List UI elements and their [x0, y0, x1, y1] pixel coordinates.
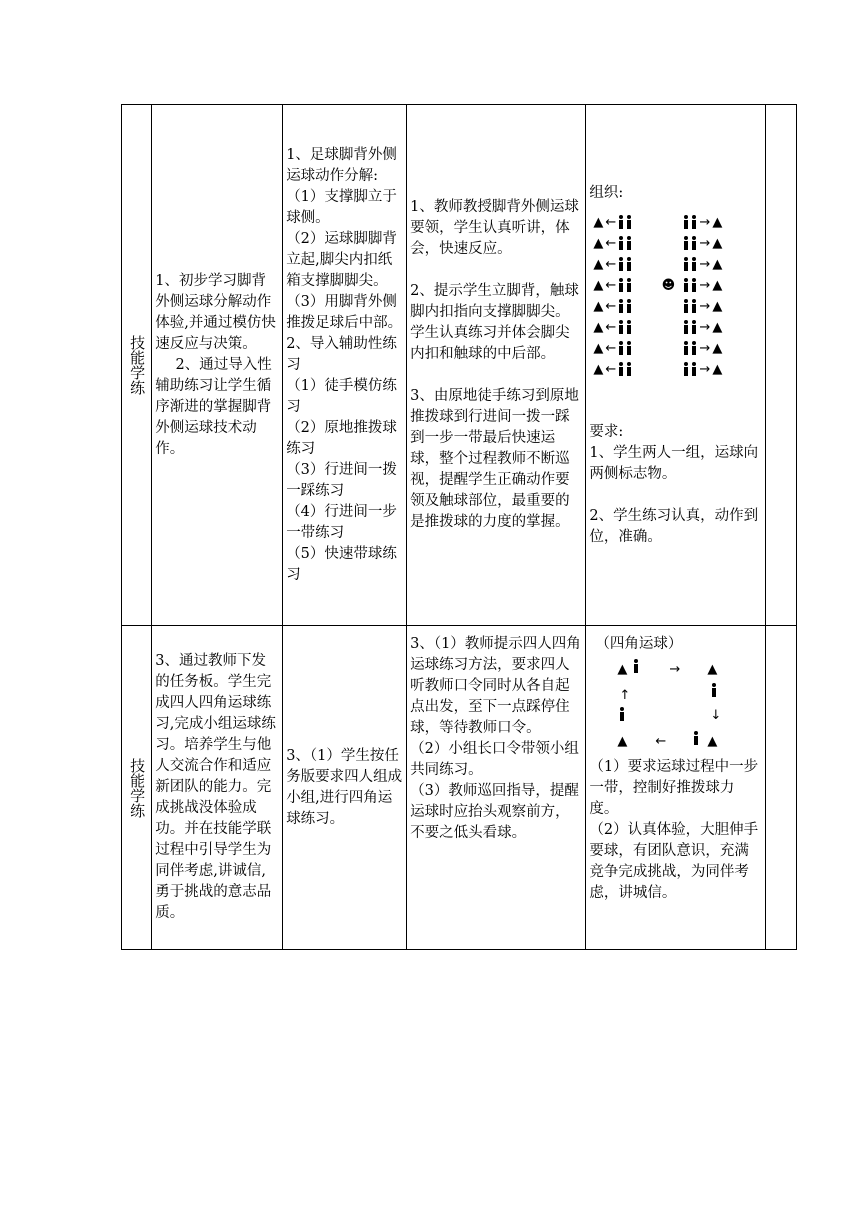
- teacher-text: （3）教师巡回指导，提醒运球时应抬头观察前方，不要之低头看球。: [410, 783, 579, 841]
- triangle-marker-icon: ▲: [712, 298, 723, 314]
- triangle-marker-icon: ▲: [712, 256, 723, 272]
- student-icon: [626, 215, 632, 229]
- requirement-text: 2、学生练习认真，动作到位，准确。: [589, 507, 759, 545]
- objectives-cell: [152, 626, 283, 950]
- objective-text: 1、初步学习脚背外侧运球分解动作体验,并通过模仿快速反应与决策。: [155, 272, 276, 352]
- student-icon: [691, 299, 697, 313]
- content-cell: [283, 626, 407, 950]
- content-text: （3）用脚背外侧推拨足球后中部。: [286, 293, 403, 331]
- content-text: （1）徒手模仿练习: [286, 377, 397, 415]
- student-icon: [683, 278, 689, 292]
- student-icon: [618, 257, 624, 271]
- student-icon: [683, 299, 689, 313]
- student-icon: [691, 278, 697, 292]
- arrow-right-icon: →: [669, 662, 681, 677]
- teacher-text: 1、教师教授脚背外侧运球要领，学生认真听讲，体会，快速反应。: [410, 199, 579, 257]
- four-corner-diagram: [607, 657, 737, 757]
- teacher-icon: ☻: [661, 277, 676, 293]
- content-text: （3）行进间一拨一踩练习: [286, 461, 397, 499]
- triangle-marker-icon: ▲: [593, 256, 604, 272]
- student-icon: [626, 362, 632, 376]
- content-text: 2、导入辅助性练习: [286, 335, 397, 373]
- triangle-marker-icon: ▲: [707, 734, 718, 749]
- table-row: [122, 626, 797, 950]
- student-icon: [618, 341, 624, 355]
- triangle-marker-icon: ▲: [712, 340, 723, 356]
- student-icon: [693, 731, 699, 752]
- triangle-marker-icon: ▲: [593, 214, 604, 230]
- student-icon: [626, 278, 632, 292]
- objective-text: 3、通过教师下发的任务板。学生完成四人四角运球练习,完成小组运球练习。培养学生与他人交流合作和适应新团队的能力。完成挑战没体验成功。并在技能学联过程中引导学生为同伴考虑,讲诚信,勇于挑战的意志品质。: [155, 653, 276, 921]
- student-icon: [633, 659, 639, 680]
- triangle-marker-icon: ▲: [712, 277, 723, 293]
- triangle-marker-icon: ▲: [712, 214, 723, 230]
- student-icon: [683, 215, 689, 229]
- requirement-text: 1、学生两人一组，运球向两侧标志物。: [589, 444, 759, 482]
- teacher-text: 3、（1）教师提示四人四角运球练习方法，要求四人听教师口令同时从各自起点出发，至下一点踩停住球，等待教师口令。: [410, 636, 581, 736]
- student-icon: [683, 257, 689, 271]
- teacher-text: 3、由原地徒手练习到原地推拨球到行进间一拨一踩到一步一带最后快速运球，整个过程教师不断巡视，提醒学生正确动作要领及触球部位，最重要的是推拨球的力度的掌握。: [410, 388, 579, 530]
- lesson-plan-table: [121, 104, 797, 950]
- student-icon: [691, 362, 697, 376]
- category-cell: [122, 105, 152, 626]
- content-text: （5）快速带球练习: [286, 545, 397, 583]
- student-icon: [619, 707, 625, 728]
- empty-cell: [765, 105, 796, 626]
- triangle-marker-icon: ▲: [712, 235, 723, 251]
- teacher-text: （2）小组长口令带领小组共同练习。: [410, 741, 579, 778]
- triangle-marker-icon: ▲: [593, 361, 604, 377]
- content-text: （1）支撑脚立于球侧。: [286, 188, 397, 226]
- category-cell: [122, 626, 152, 950]
- triangle-marker-icon: ▲: [593, 277, 604, 293]
- requirements-label: 要求:: [589, 423, 624, 440]
- student-icon: [711, 683, 717, 704]
- arrow-left-icon: ←: [655, 734, 667, 749]
- student-icon: [618, 362, 624, 376]
- triangle-marker-icon: ▲: [593, 319, 604, 335]
- student-icon: [691, 215, 697, 229]
- student-icon: [691, 320, 697, 334]
- student-icon: [618, 236, 624, 250]
- student-icon: [683, 320, 689, 334]
- content-text: （2）运球脚脚背立起,脚尖内扣纸箱支撑脚脚尖。: [286, 230, 397, 289]
- requirement-text: （1）要求运球过程中一步一带，控制好推拨球力度。: [589, 759, 759, 817]
- triangle-marker-icon: ▲: [617, 734, 628, 749]
- student-icon: [618, 278, 624, 292]
- student-icon: [683, 341, 689, 355]
- formation-diagram: ▲ ← → ▲ ▲ ← → ▲ ▲ ← → ▲ ▲ ← ☻ → ▲ ▲ ← → ▲ ▲ ← → ▲ ▲ ← → ▲ ▲ ← → ▲: [593, 212, 761, 380]
- student-icon: [618, 215, 624, 229]
- teacher-cell: [407, 626, 586, 950]
- triangle-marker-icon: ▲: [617, 662, 628, 677]
- teacher-text: 2、提示学生立脚背，触球脚内扣指向支撑脚脚尖。学生认真练习并体会脚尖内扣和触球的中后部。: [410, 283, 579, 362]
- requirement-text: （2）认真体验，大胆伸手要球，有团队意识，充满竞争完成挑战，为同伴考虑，讲城信。: [589, 822, 759, 901]
- category-label: 技能学练: [128, 335, 147, 395]
- arrow-up-icon: ↑: [619, 688, 631, 703]
- triangle-marker-icon: ▲: [712, 361, 723, 377]
- organization-cell: [586, 626, 765, 950]
- content-text: 3、（1）学生按任务版要求四人组成小组,进行四角运球练习。: [286, 747, 403, 827]
- student-icon: [626, 341, 632, 355]
- student-icon: [691, 236, 697, 250]
- objectives-cell: [152, 105, 283, 626]
- organization-label: 组织:: [589, 184, 624, 201]
- table-row: [122, 105, 797, 626]
- content-cell: [283, 105, 407, 626]
- student-icon: [683, 362, 689, 376]
- triangle-marker-icon: ▲: [707, 662, 718, 677]
- student-icon: [626, 236, 632, 250]
- category-label: 技能学练: [128, 757, 147, 818]
- student-icon: [618, 299, 624, 313]
- content-text: （4）行进间一步一带练习: [286, 503, 397, 541]
- student-icon: [683, 236, 689, 250]
- content-text: 1、足球脚背外侧运球动作分解:: [286, 146, 397, 184]
- triangle-marker-icon: ▲: [712, 319, 723, 335]
- student-icon: [626, 320, 632, 334]
- triangle-marker-icon: ▲: [593, 298, 604, 314]
- organization-label: （四角运球）: [595, 636, 683, 652]
- arrow-down-icon: ↓: [710, 708, 722, 723]
- objective-text: 2、通过导入性辅助练习让学生循序渐进的掌握脚背外侧运球技术动作。: [155, 356, 272, 457]
- student-icon: [626, 299, 632, 313]
- student-icon: [691, 257, 697, 271]
- student-icon: [691, 341, 697, 355]
- triangle-marker-icon: ▲: [593, 235, 604, 251]
- student-icon: [626, 257, 632, 271]
- student-icon: [618, 320, 624, 334]
- empty-cell: [765, 626, 796, 950]
- triangle-marker-icon: ▲: [593, 340, 604, 356]
- organization-cell: [586, 105, 765, 626]
- teacher-cell: [407, 105, 586, 626]
- content-text: （2）原地推拨球练习: [286, 419, 397, 457]
